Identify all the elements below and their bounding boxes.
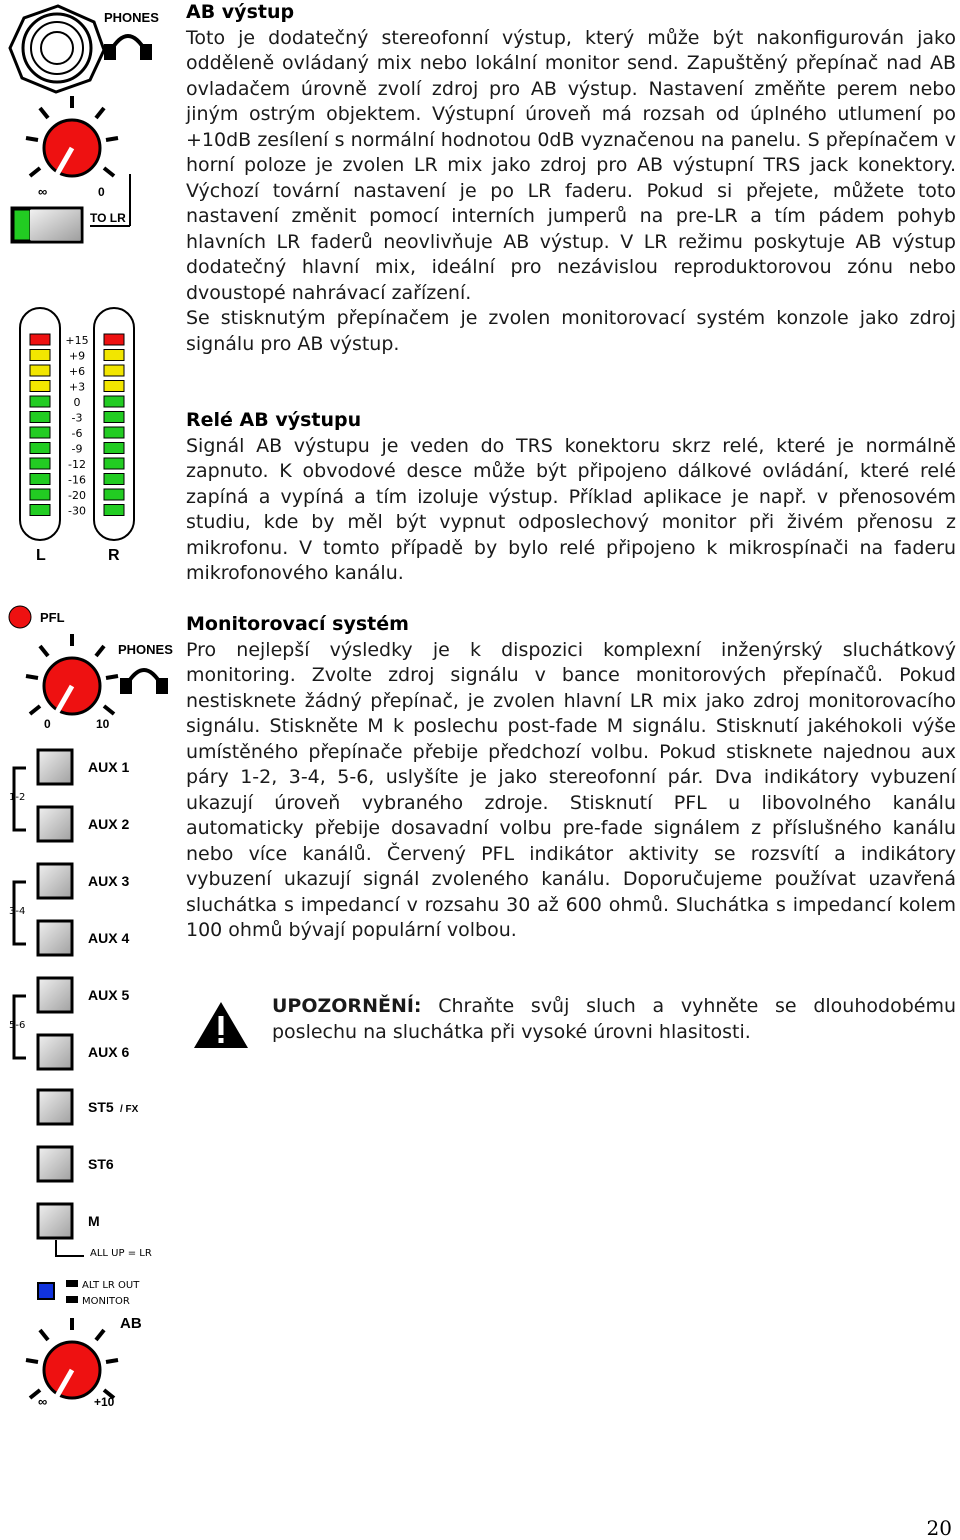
paragraph: Toto je dodatečný stereofonní výstup, který může být nakonfigurován jako odděleně ovládaný mix nebo lokální monitor send. Zapuštěný přepínač nad AB ovladačem úrovně zvolí zdroj pro AB výstup. Nastavení změňte perem nebo jiným ostrým objektem. Výstupní úroveň má rozsah od úplného utlumení po +10dB zesílení s normální hodnotou 0dB vyznačenou na panelu. S přepínačem v horní poloze je zvolen LR mix jako zdroj pro AB výstupní TRS jack konektory. Výchozí tovární nastavení je po LR faderu. Pokud si přejete, můžete toto nastavení změnit pomocí interních jumperů na pre-LR a tím pádem pohyb hlavních LR faderů neovlivňuje AB výstup. V LR režimu poskytuje AB výstup dodatečný hlavní mix, ideální pro nezávislou reproduktorovou zónu nebo dvoustopé nahrávací zařízení. [186, 26, 956, 304]
meter-scale-label: -30 [68, 504, 86, 518]
meter-left [20, 308, 60, 540]
aux2-button[interactable] [38, 807, 72, 841]
pair-3-4-label: 3-4 [9, 906, 26, 917]
section-ab-relay [186, 408, 956, 587]
st5-fx-label: / FX [120, 1104, 139, 1115]
st5-button[interactable] [38, 1090, 72, 1124]
phones-label-top: PHONES [104, 10, 159, 25]
paragraph: Se stisknutým přepínačem je zvolen monitorovací systém konzole jako zdroj signálu pro AB výstup. [186, 307, 956, 355]
meter-led [30, 334, 50, 345]
m-label: M [88, 1213, 100, 1229]
pair-1-2-label: 1-2 [9, 792, 26, 803]
meter-scale-label: -9 [71, 442, 83, 456]
paragraph: Pro nejlepší výsledky je k dispozici komplexní inženýrský sluchátkový monitoring. Zvolte zdroj signálu v bance monitorových přepínačů. Pokud nestisknete žádný přepínač, je zvolen hlavní LR mix jako zdroj monitorovacího signálu. Stiskněte M k poslechu post-fade M signálu. Stisknutí jakéhokoli výše umístěného přepínače přebije předchozí volbu. Pokud stisknete najednou aux páry 1-2, 3-4, 5-6, uslyšíte je jako stereofonní pár. Dva indikátory vybuzení ukazují úroveň vybraného zdroje. Stisknutí PFL u libovolného kanálu automaticky přebije dosavadní volbu pre-fade signálem z příslušného kanálu nebo více kanálů. Červený PFL indikátor aktivity se rozsvítí a indikátory vybuzení ukazují signál zvoleného kanálu. Doporučujeme používat uzavřená sluchátka s impedancí v rozsahu 30 až 600 ohmů. Sluchátka s impedancí kolem 100 ohmů bývají populární volbou. [186, 638, 956, 941]
heading-ab-output: AB výstup [186, 1, 295, 23]
meter-led [30, 365, 50, 376]
meter-scale-label: -6 [71, 427, 83, 440]
alt-lr-out-led [38, 1283, 54, 1299]
section-ab-output [186, 0, 956, 357]
meter-led [30, 474, 50, 485]
paragraph: Signál AB výstupu je veden do TRS konektoru skrz relé, které je normálně zapnuto. K obvodové desce může být připojeno dálkové ovládání, které relé zapíná a vypíná a tím izoluje výstup. Příklad aplikace je např. v přenosovém studiu, kde by měl být vypnut odposlechový monitor při živém přenosu z mikrofonu. V tomto případě by bylo relé připojeno k mikrospínači na faderu mikrofonového kanálu. [186, 434, 956, 584]
heading-monitor-system: Monitorovací systém [186, 613, 409, 635]
ab-level-knob-top[interactable] [26, 96, 118, 176]
phones-jack-icon[interactable] [10, 6, 104, 92]
aux4-label: AUX 4 [88, 930, 130, 946]
meter-scale-label: -20 [68, 489, 86, 502]
knob-top-max-label: 0 [98, 185, 105, 199]
heading-ab-relay: Relé AB výstupu [186, 409, 362, 431]
headphones-icon [106, 36, 150, 58]
page-number: 20 [926, 1516, 952, 1540]
m-button[interactable] [38, 1204, 72, 1238]
meter-led [30, 396, 50, 407]
aux3-button[interactable] [38, 864, 72, 898]
aux6-button[interactable] [38, 1035, 72, 1069]
console-strip-illustration [0, 0, 180, 1420]
ab-level-knob[interactable] [26, 1318, 118, 1398]
knob-ab-min-label: ∞ [38, 1394, 48, 1409]
meter-right-label: R [108, 547, 120, 564]
meter-led [30, 412, 50, 423]
meter-led [104, 489, 124, 500]
meter-led [30, 489, 50, 500]
warning-text [272, 994, 956, 1045]
monitor-label: MONITOR [82, 1296, 130, 1307]
knob-ab-max-label: +10 [94, 1395, 115, 1409]
meter-led [30, 381, 50, 392]
alt-lr-out-label: ALT LR OUT [82, 1280, 140, 1291]
knob-mid-min-label: 0 [44, 717, 51, 731]
aux6-label: AUX 6 [88, 1044, 130, 1060]
all-up-label: ALL UP = LR [90, 1248, 152, 1259]
st5-label: ST5 [88, 1099, 114, 1115]
warning-triangle-icon [192, 1000, 250, 1050]
switch-up-symbol [66, 1280, 78, 1287]
pfl-led [9, 606, 31, 628]
meter-led [104, 365, 124, 376]
meter-led [104, 396, 124, 407]
meter-led [104, 458, 124, 469]
knob-mid-max-label: 10 [96, 717, 110, 731]
st6-button[interactable] [38, 1147, 72, 1181]
meter-led [104, 334, 124, 345]
meter-left-label: L [36, 547, 46, 564]
meter-led [104, 412, 124, 423]
meter-led [104, 350, 124, 361]
aux2-label: AUX 2 [88, 816, 130, 832]
section-monitor-system [186, 612, 956, 944]
switch-down-symbol [66, 1296, 78, 1303]
all-up-line [56, 1240, 84, 1256]
aux5-label: AUX 5 [88, 987, 130, 1003]
meter-scale-label: +15 [65, 334, 89, 347]
meter-led [104, 474, 124, 485]
meter-right [94, 308, 134, 540]
ab-label: AB [120, 1315, 142, 1332]
pfl-label: PFL [40, 610, 65, 625]
meter-led [104, 505, 124, 516]
meter-scale-label: -16 [68, 473, 86, 487]
aux3-label: AUX 3 [88, 873, 130, 889]
to-lr-label: TO LR [90, 211, 126, 225]
meter-scale-label: +9 [68, 349, 86, 363]
meter-scale-label: -3 [71, 411, 83, 425]
pair-5-6-label: 5-6 [9, 1020, 26, 1031]
meter-led [30, 505, 50, 516]
meter-scale-label: +6 [68, 365, 86, 378]
meter-scale-label: 0 [73, 396, 81, 409]
meter-led [104, 443, 124, 454]
meter-scale-label: +3 [68, 380, 86, 394]
aux4-button[interactable] [38, 921, 72, 955]
meter-led [104, 427, 124, 438]
knob-top-min-label: ∞ [38, 184, 48, 199]
ab-source-switch[interactable] [12, 208, 82, 242]
warning-label: UPOZORNĚNÍ: [272, 995, 422, 1017]
warning-message: Chraňte svůj sluch a vyhněte se dlouhodobému poslechu na sluchátka při vysoké úrovni hlasitosti. [272, 995, 956, 1043]
meter-led [30, 427, 50, 438]
meter-led [104, 381, 124, 392]
meter-led [30, 350, 50, 361]
meter-scale [65, 334, 88, 518]
aux5-button[interactable] [38, 978, 72, 1012]
aux1-label: AUX 1 [88, 759, 130, 775]
aux1-button[interactable] [38, 750, 72, 784]
meter-scale-label: -12 [68, 458, 86, 471]
meter-led [30, 458, 50, 469]
st6-label: ST6 [88, 1156, 114, 1172]
headphones-icon [122, 670, 166, 692]
meter-led [30, 443, 50, 454]
phones-label-mid: PHONES [118, 642, 173, 657]
phones-level-knob[interactable] [26, 634, 118, 714]
